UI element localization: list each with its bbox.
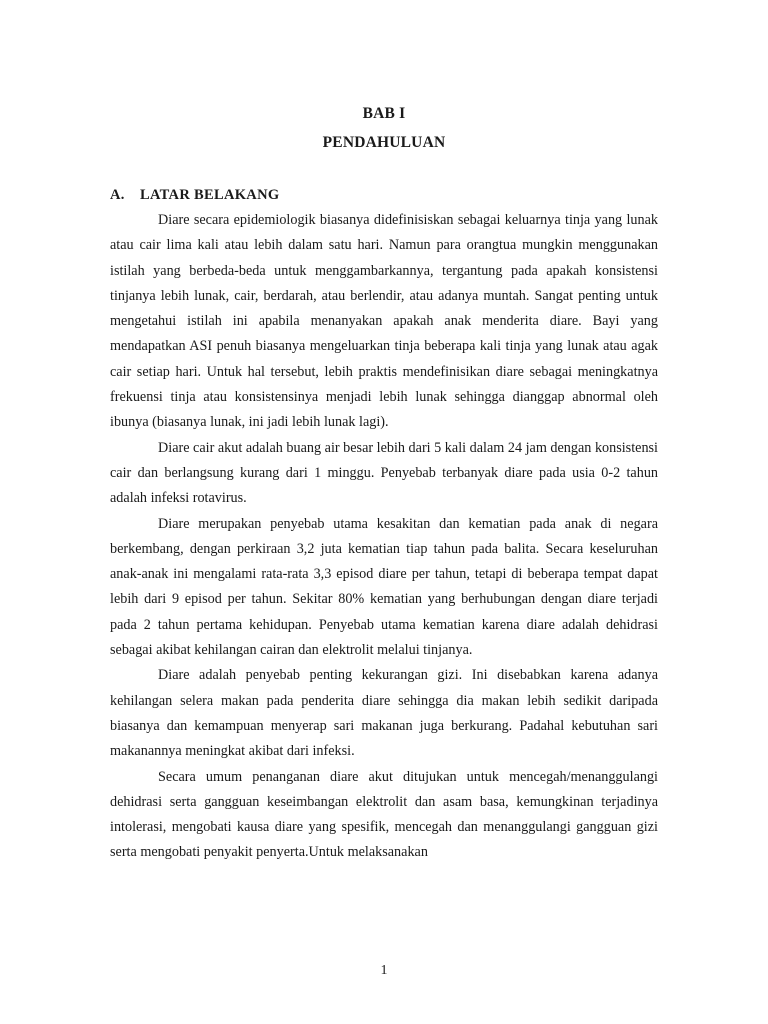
section-number: A. [110, 187, 125, 203]
paragraph-4: Diare adalah penyebab penting kekurangan gizi. Ini disebabkan karena adanya kehilangan selera makan pada penderita diare sehingga dia makan lebih sedikit daripada biasanya dan kemampuan menyerap sari makanan juga berkurang. Padahal kebutuhan sari makanannya meningkat akibat dari infeksi. [110, 667, 658, 760]
section-heading [110, 187, 279, 204]
paragraph-3: Diare merupakan penyebab utama kesakitan dan kematian pada anak di negara berkembang, dengan perkiraan 3,2 juta kematian tiap tahun pada balita. Secara keseluruhan anak-anak ini mengalami rata-rata 3,3 episod diare per tahun, tetapi di beberapa tempat dapat lebih dari 9 episod per tahun. Sekitar 80% kematian yang berhubungan dengan diare terjadi pada 2 tahun pertama kehidupan. Penyebab utama kematian karena diare adalah dehidrasi sebagai akibat kehilangan cairan dan elektrolit melalui tinjanya. [110, 515, 658, 659]
chapter-title: PENDAHULUAN [322, 134, 446, 151]
paragraph-2: Diare cair akut adalah buang air besar lebih dari 5 kali dalam 24 jam dengan konsistensi cair dan berlangsung kurang dari 1 minggu. Penyebab terbanyak diare pada usia 0-2 tahun adalah infeksi rotavirus. [110, 439, 658, 507]
body-text [110, 208, 658, 866]
page-number: 1 [380, 963, 388, 978]
section-title: LATAR BELAKANG [140, 187, 280, 203]
paragraph-1: Diare secara epidemiologik biasanya didefinisiskan sebagai keluarnya tinja yang lunak atau cair lima kali atau lebih dalam satu hari. Namun para orangtua mungkin menggunakan istilah yang berbeda-beda untuk menggambarkannya, tergantung pada apakah konsistensi tinjanya lebih lunak, cair, berdarah, atau berlendir, atau adanya muntah. Sangat penting untuk mengetahui istilah ini apabila menanyakan apakah anak menderita diare. Bayi yang mendapatkan ASI penuh biasanya mengeluarkan tinja beberapa kali tinja yang lunak atau agak cair setiap hari. Untuk hal tersebut, lebih praktis mendefinisikan diare sebagai meningkatnya frekuensi tinja atau konsistensinya menjadi lebih lunak sehingga dianggap abnormal oleh ibunya (biasanya lunak, ini jadi lebih lunak lagi). [110, 212, 658, 431]
paragraph-5: Secara umum penanganan diare akut ditujukan untuk mencegah/menanggulangi dehidrasi serta gangguan keseimbangan elektrolit dan asam basa, kemungkinan terjadinya intolerasi, mengobati kausa diare yang spesifik, mencegah dan menanggulangi gangguan gizi serta mengobati penyakit penyerta.Untuk melaksanakan [110, 768, 658, 861]
chapter-number: BAB I [362, 105, 406, 122]
